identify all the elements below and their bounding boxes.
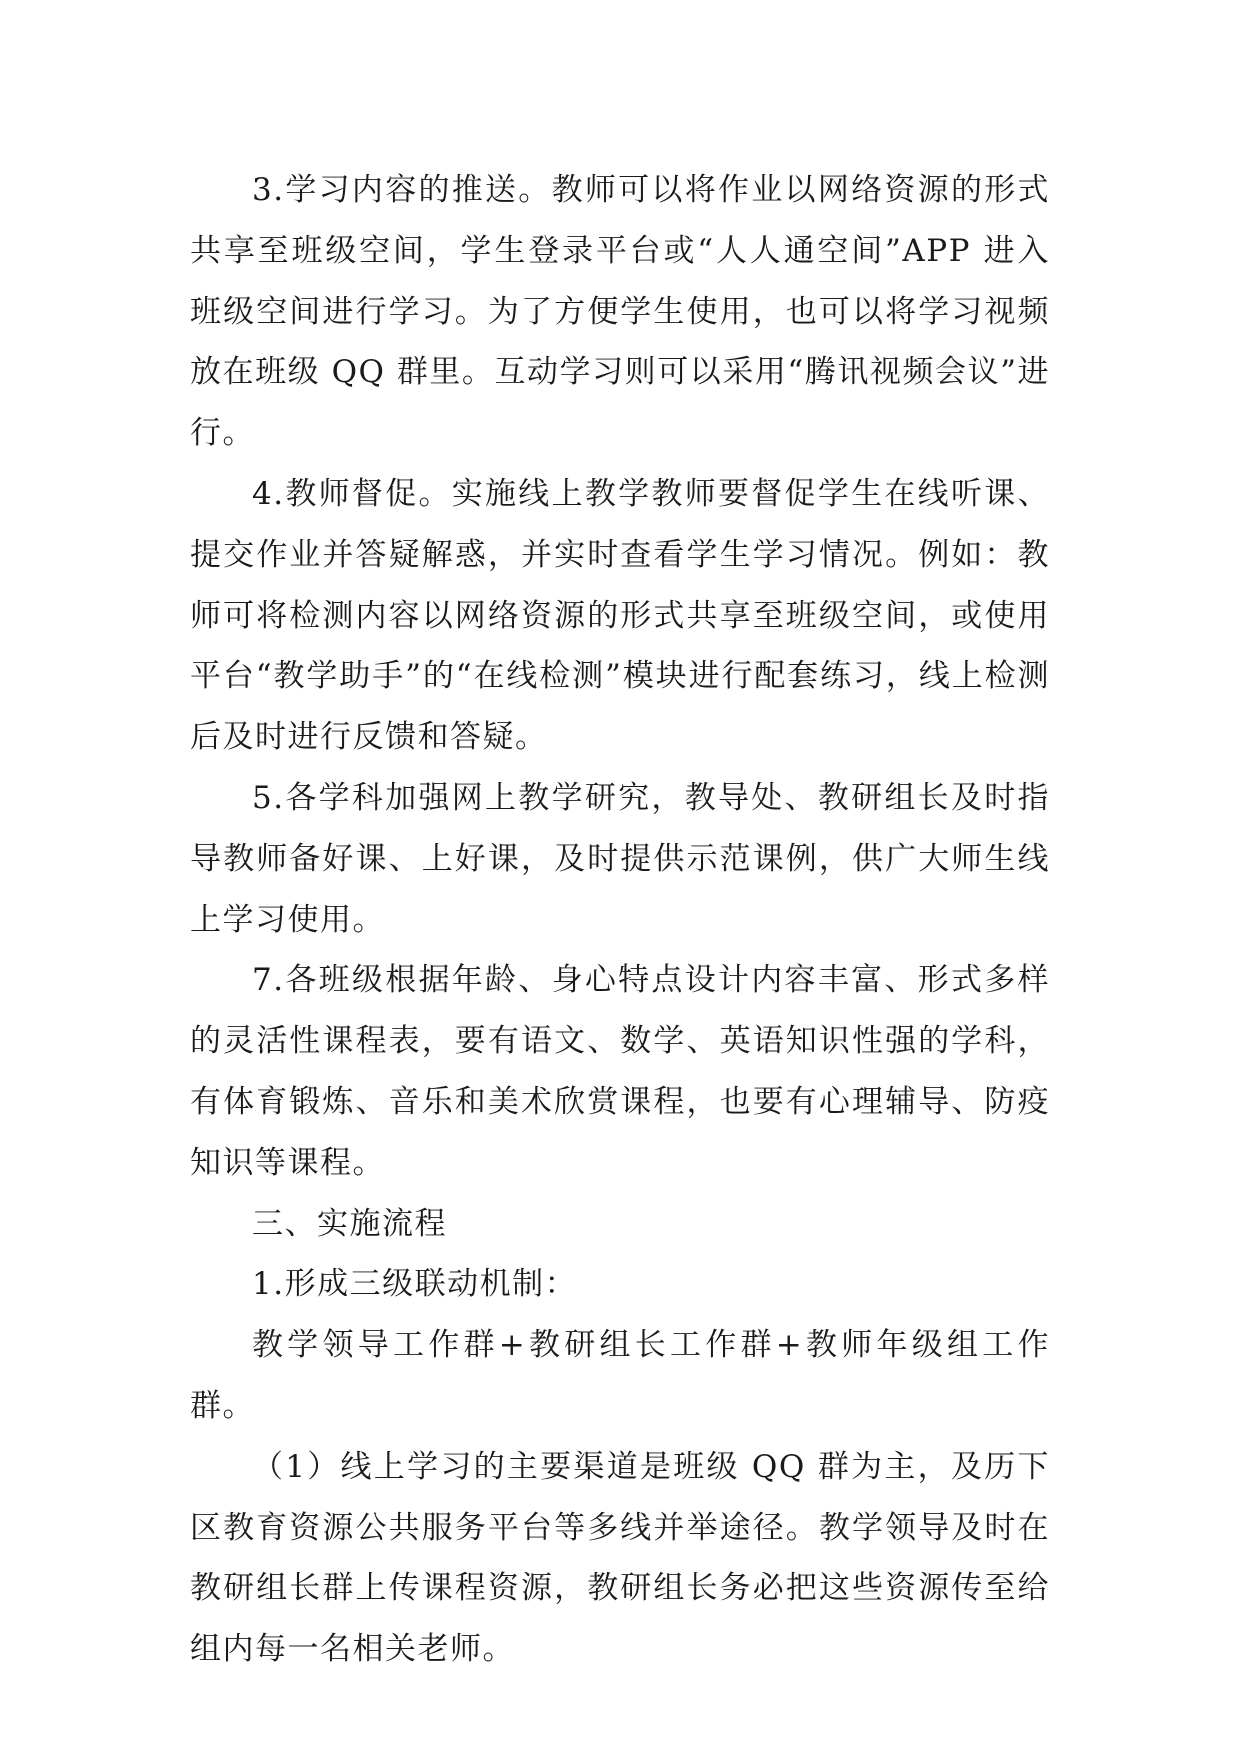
paragraph-teaching-research: 5.各学科加强网上教学研究，教导处、教研组长及时指导教师备好课、上好课，及时提供示范课例，供广大师生线上学习使用。 — [190, 779, 1050, 938]
document-body — [190, 160, 1050, 1680]
paragraph-work-groups: 教学领导工作群+教研组长工作群+教师年级组工作群。 — [190, 1327, 1050, 1424]
paragraph-three-level-mechanism: 1.形成三级联动机制： — [252, 1266, 578, 1303]
paragraph-online-channels: （1）线上学习的主要渠道是班级 QQ 群为主，及历下区教育资源公共服务平台等多线并举途径。教学领导及时在教研组长群上传课程资源，教研组长务必把这些资源传至给组内每一名相关老师。 — [190, 1448, 1050, 1668]
paragraph-teacher-supervision: 4.教师督促。实施线上教学教师要督促学生在线听课、提交作业并答疑解惑，并实时查看学生学习情况。例如：教师可将检测内容以网络资源的形式共享至班级空间，或使用平台“教学助手”的“在线检测”模块进行配套练习，线上检测后及时进行反馈和答疑。 — [190, 475, 1050, 756]
paragraph-class-schedule: 7.各班级根据年龄、身心特点设计内容丰富、形式多样的灵活性课程表，要有语文、数学、英语知识性强的学科，有体育锻炼、音乐和美术欣赏课程，也要有心理辅导、防疫知识等课程。 — [190, 962, 1050, 1181]
section-heading-implementation: 三、实施流程 — [252, 1205, 447, 1242]
paragraph-content-push: 3.学习内容的推送。教师可以将作业以网络资源的形式共享至班级空间，学生登录平台或“人人通空间”APP 进入班级空间进行学习。为了方便学生使用，也可以将学习视频放在班级 QQ 群里。互动学习则可以采用“腾讯视频会议”进行。 — [190, 172, 1050, 452]
